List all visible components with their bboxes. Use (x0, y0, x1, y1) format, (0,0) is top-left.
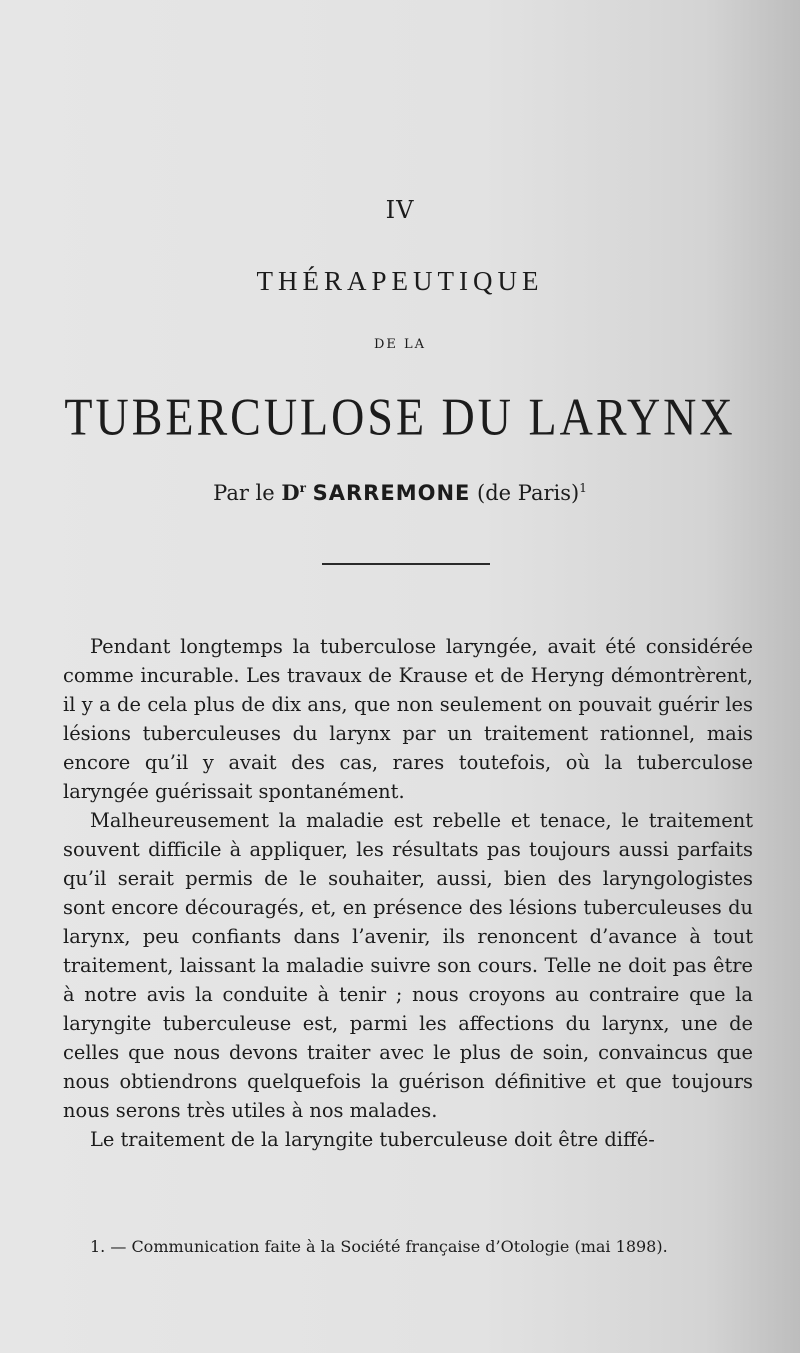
byline (0, 480, 800, 505)
body-text (63, 632, 753, 1154)
title-line-therapeutique: THÉRAPEUTIQUE (256, 266, 544, 296)
paragraph-2: Malheureusement la maladie est rebelle et tenace, le traitement souvent difficile à appliquer, les résultats pas toujours aussi parfaits qu’il serait permis de le souhaiter, aussi, bien des laryngologistes sont encore découragés, et, en présence des lésions tuberculeuses du larynx, peu confiants dans l’avenir, ils renoncent d’avance à tout traitement, laissant la maladie suivre son cours. Telle ne doit pas être à notre avis la conduite à tenir ; nous croyons au contraire que la laryngite tuberculeuse est, parmi les affections du larynx, une de celles que nous devons traiter avec le plus de soin, convaincus que nous obtiendrons quelquefois la guérison définitive et que toujours nous serons très utiles à nos malades. (63, 809, 753, 1122)
paragraph-3: Le traitement de la laryngite tuberculeuse doit être diffé- (90, 1128, 655, 1151)
byline-title: D (281, 480, 300, 505)
byline-location: (de Paris) (477, 481, 580, 505)
show-through-text (120, 60, 740, 90)
footnote: 1. — Communication faite à la Société française d’Otologie (mai 1898). (90, 1237, 668, 1256)
byline-author: SARREMONE (312, 481, 471, 505)
byline-prefix: Par le (213, 481, 282, 505)
title-main: TUBERCULOSE DU LARYNX (64, 387, 736, 446)
separator-rule (322, 563, 490, 565)
title-connector: DE LA (373, 337, 427, 352)
paragraph-1: Pendant longtemps la tuberculose laryngée, avait été considérée comme incurable. Les travaux de Krause et de Heryng démontrèrent, il y a de cela plus de dix ans, que non seulement on pouvait guérir les lésions tuberculeuses du larynx par un traitement rationnel, mais encore qu’il y avait des cas, rares toutefois, où la tuberculose laryngée guérissait spontanément. (63, 635, 753, 803)
footnote-marker: 1 (579, 481, 587, 495)
chapter-number: IV (385, 196, 415, 224)
byline-title-sup: r (299, 481, 306, 495)
